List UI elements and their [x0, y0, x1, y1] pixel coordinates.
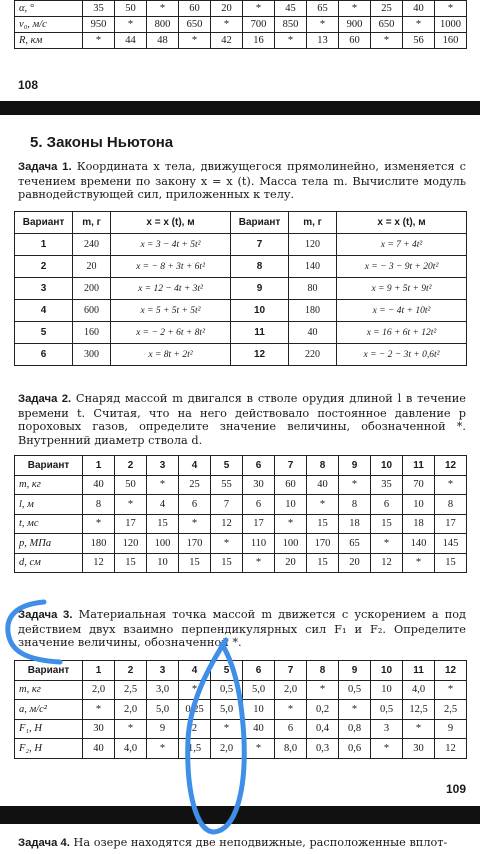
- table-cell: 42: [211, 33, 243, 49]
- table-cell: 18: [403, 514, 435, 534]
- table-cell: 65: [339, 534, 371, 554]
- table-cell: 45: [275, 1, 307, 17]
- table-cell: 35: [371, 475, 403, 495]
- table-header-row: [15, 212, 467, 234]
- row-label: F₂, Н: [15, 739, 83, 759]
- table-row: [15, 700, 467, 720]
- column-header: Вариант: [15, 456, 83, 476]
- variant-number: 4: [179, 456, 211, 476]
- table-row: [15, 344, 467, 366]
- table-cell: 700: [243, 17, 275, 33]
- table-cell: 8,0: [275, 739, 307, 759]
- table-cell: 12: [371, 553, 403, 573]
- table-cell: 100: [147, 534, 179, 554]
- table-cell: 1000: [435, 17, 467, 33]
- table-cell: 800: [147, 17, 179, 33]
- page-divider-bottom: [0, 806, 480, 824]
- table-cell: 240: [73, 234, 111, 256]
- row-label: R, км: [15, 33, 83, 49]
- table-cell: *: [403, 719, 435, 739]
- table-cell: 1: [15, 234, 73, 256]
- table-cell: x = 7 + 4t²: [337, 234, 467, 256]
- table-cell: 40: [83, 475, 115, 495]
- table-cell: x = 12 − 4t + 3t²: [111, 278, 231, 300]
- column-header: x = x (t), м: [337, 212, 467, 234]
- table-cell: 2: [179, 719, 211, 739]
- table-cell: *: [211, 17, 243, 33]
- task-3-body: Материальная точка массой m движется с ускорением a под действием двух взаимно перпендикулярных сил F₁ и F₂. Определите значение величины, обозначенной *.: [18, 608, 466, 649]
- table-cell: 9: [231, 278, 289, 300]
- variant-number: 11: [403, 661, 435, 681]
- table-cell: 40: [307, 475, 339, 495]
- table-cell: 950: [83, 17, 115, 33]
- table-cell: *: [371, 739, 403, 759]
- row-label: a, м/с²: [15, 700, 83, 720]
- table-cell: 0,5: [339, 680, 371, 700]
- table-cell: 40: [83, 739, 115, 759]
- table-cell: x = − 4t + 10t²: [337, 300, 467, 322]
- table-cell: 220: [289, 344, 337, 366]
- task-3-text: [18, 608, 466, 650]
- table-cell: *: [211, 719, 243, 739]
- table-cell: x = 8t + 2t²: [111, 344, 231, 366]
- table-row: [15, 495, 467, 515]
- table-cell: *: [83, 700, 115, 720]
- page-divider-top: [0, 101, 480, 115]
- table-cell: *: [435, 1, 467, 17]
- table-cell: 2,5: [435, 700, 467, 720]
- table-cell: 12,5: [403, 700, 435, 720]
- table-cell: 44: [115, 33, 147, 49]
- table-cell: 120: [115, 534, 147, 554]
- task-2-text: [18, 392, 466, 447]
- row-label: v₀, м/с: [15, 17, 83, 33]
- table-row: [15, 33, 467, 49]
- table-cell: 0,6: [339, 739, 371, 759]
- row-label: l, м: [15, 495, 83, 515]
- table-cell: 2,0: [83, 680, 115, 700]
- table-cell: *: [147, 739, 179, 759]
- table-cell: *: [179, 33, 211, 49]
- table-cell: 3: [371, 719, 403, 739]
- table-cell: 12: [231, 344, 289, 366]
- table-cell: 17: [243, 514, 275, 534]
- table-cell: 650: [371, 17, 403, 33]
- table-cell: *: [275, 514, 307, 534]
- task-1-text: [18, 160, 466, 202]
- table-cell: 3: [15, 278, 73, 300]
- table-cell: 65: [307, 1, 339, 17]
- page-number-109: 109: [446, 782, 467, 796]
- table-cell: 10: [243, 700, 275, 720]
- page-number-108: 108: [18, 78, 39, 92]
- table-cell: 18: [339, 514, 371, 534]
- task-1-table: [14, 211, 467, 366]
- table-cell: 0,25: [179, 700, 211, 720]
- task-3-label: Задача 3.: [18, 609, 73, 621]
- variant-number: 10: [371, 661, 403, 681]
- table-cell: 2,0: [275, 680, 307, 700]
- table-cell: *: [435, 475, 467, 495]
- table-cell: 6: [179, 495, 211, 515]
- table-cell: 56: [403, 33, 435, 49]
- variant-number: 6: [243, 661, 275, 681]
- table-cell: 2,0: [115, 700, 147, 720]
- table-cell: 10: [371, 680, 403, 700]
- table-row: [15, 553, 467, 573]
- table-cell: x = 16 + 6t + 12t²: [337, 322, 467, 344]
- table-row: [15, 300, 467, 322]
- table-cell: *: [179, 680, 211, 700]
- variant-number: 8: [307, 661, 339, 681]
- table-cell: x = 9 + 5t + 9t²: [337, 278, 467, 300]
- table-cell: 8: [83, 495, 115, 515]
- table-cell: 80: [289, 278, 337, 300]
- table-cell: *: [179, 514, 211, 534]
- table-cell: *: [339, 1, 371, 17]
- table-cell: 12: [83, 553, 115, 573]
- table-cell: *: [115, 17, 147, 33]
- table-cell: 6: [275, 719, 307, 739]
- table-cell: *: [83, 33, 115, 49]
- table-cell: 50: [115, 475, 147, 495]
- table-cell: 10: [403, 495, 435, 515]
- table-header-row: [15, 661, 467, 681]
- variant-number: 8: [307, 456, 339, 476]
- table-cell: *: [147, 475, 179, 495]
- table-cell: 40: [403, 1, 435, 17]
- table-cell: 25: [179, 475, 211, 495]
- table-cell: 9: [147, 719, 179, 739]
- task-1-label: Задача 1.: [18, 161, 72, 173]
- table-cell: 20: [339, 553, 371, 573]
- table-row: [15, 1, 467, 17]
- table-row: [15, 719, 467, 739]
- table-row: [15, 322, 467, 344]
- variant-number: 12: [435, 456, 467, 476]
- table-cell: 0,4: [307, 719, 339, 739]
- table-cell: 16: [243, 33, 275, 49]
- table-cell: 17: [115, 514, 147, 534]
- variant-number: 5: [211, 456, 243, 476]
- table-cell: 5,0: [147, 700, 179, 720]
- table-cell: 6: [15, 344, 73, 366]
- table-cell: 35: [83, 1, 115, 17]
- table-cell: 5,0: [211, 700, 243, 720]
- table-cell: 160: [435, 33, 467, 49]
- table-cell: 25: [371, 1, 403, 17]
- table-cell: 15: [371, 514, 403, 534]
- table-cell: 8: [435, 495, 467, 515]
- column-header: Вариант: [15, 212, 73, 234]
- task-1-body: Координата x тела, движущегося прямолинейно, изменяется с течением времени по закону x = x (t). Масса тела m. Вычислите модуль равнодействующей сил, приложенных к телу.: [18, 160, 467, 201]
- table-cell: 30: [403, 739, 435, 759]
- table-cell: 11: [231, 322, 289, 344]
- table-cell: *: [147, 1, 179, 17]
- table-row: [15, 514, 467, 534]
- table-cell: 10: [275, 495, 307, 515]
- table-cell: 20: [211, 1, 243, 17]
- table-cell: 15: [435, 553, 467, 573]
- task-2-body: Снаряд массой m двигался в стволе орудия длиной l в течение времени t. Считая, что на него действовало постоянное давление p пороховых газов, определите значение величины, обозначенной *. Внутренний диаметр ствола d.: [18, 392, 466, 447]
- table-cell: 180: [83, 534, 115, 554]
- table-cell: *: [275, 33, 307, 49]
- table-row: [15, 680, 467, 700]
- table-cell: 200: [73, 278, 111, 300]
- task-4-text: [18, 836, 466, 851]
- table-cell: 5: [15, 322, 73, 344]
- variant-number: 9: [339, 661, 371, 681]
- table-cell: 170: [307, 534, 339, 554]
- table-cell: 40: [289, 322, 337, 344]
- top-table: [14, 0, 467, 49]
- variant-number: 7: [275, 456, 307, 476]
- table-cell: 0,3: [307, 739, 339, 759]
- column-header: m, г: [73, 212, 111, 234]
- table-cell: x = − 2 − 3t + 0,6t²: [337, 344, 467, 366]
- task-2-label: Задача 2.: [18, 393, 72, 405]
- table-cell: 4,0: [403, 680, 435, 700]
- table-cell: 10: [147, 553, 179, 573]
- table-cell: *: [115, 719, 147, 739]
- table-cell: 15: [211, 553, 243, 573]
- table-cell: 30: [243, 475, 275, 495]
- table-cell: *: [211, 534, 243, 554]
- row-label: m, кг: [15, 475, 83, 495]
- variant-number: 1: [83, 456, 115, 476]
- table-row: [15, 17, 467, 33]
- table-cell: 15: [179, 553, 211, 573]
- table-cell: *: [307, 680, 339, 700]
- table-cell: 15: [115, 553, 147, 573]
- table-cell: 2,5: [115, 680, 147, 700]
- table-cell: 4: [15, 300, 73, 322]
- table-cell: 900: [339, 17, 371, 33]
- table-cell: *: [243, 739, 275, 759]
- table-cell: *: [371, 33, 403, 49]
- table-cell: 140: [403, 534, 435, 554]
- table-cell: x = 3 − 4t + 5t²: [111, 234, 231, 256]
- table-cell: 4,0: [115, 739, 147, 759]
- column-header: x = x (t), м: [111, 212, 231, 234]
- table-cell: 3,0: [147, 680, 179, 700]
- table-cell: 5,0: [243, 680, 275, 700]
- table-cell: 850: [275, 17, 307, 33]
- variant-number: 1: [83, 661, 115, 681]
- variant-number: 12: [435, 661, 467, 681]
- table-cell: *: [403, 17, 435, 33]
- task-4-body: На озере находятся две неподвижные, расположенные вплот-: [69, 836, 448, 849]
- table-cell: *: [435, 680, 467, 700]
- table-row: [15, 475, 467, 495]
- table-cell: 20: [73, 256, 111, 278]
- table-row: [15, 534, 467, 554]
- table-cell: *: [307, 17, 339, 33]
- table-cell: 145: [435, 534, 467, 554]
- table-cell: 7: [231, 234, 289, 256]
- table-cell: 180: [289, 300, 337, 322]
- task-2-table: [14, 455, 467, 573]
- variant-number: 7: [275, 661, 307, 681]
- variant-number: 11: [403, 456, 435, 476]
- column-header: Вариант: [231, 212, 289, 234]
- table-cell: 120: [289, 234, 337, 256]
- row-label: α, °: [15, 1, 83, 17]
- table-cell: x = 5 + 5t + 5t²: [111, 300, 231, 322]
- row-label: d, см: [15, 553, 83, 573]
- column-header: m, г: [289, 212, 337, 234]
- table-cell: 12: [435, 739, 467, 759]
- row-label: F₁, Н: [15, 719, 83, 739]
- task-3-table: [14, 660, 467, 759]
- table-cell: 8: [339, 495, 371, 515]
- table-cell: 170: [179, 534, 211, 554]
- variant-number: 5: [211, 661, 243, 681]
- table-cell: 15: [307, 553, 339, 573]
- variant-number: 3: [147, 661, 179, 681]
- variant-number: 2: [115, 661, 147, 681]
- table-cell: 600: [73, 300, 111, 322]
- variant-number: 6: [243, 456, 275, 476]
- table-cell: 0,8: [339, 719, 371, 739]
- table-cell: 50: [115, 1, 147, 17]
- table-cell: 70: [403, 475, 435, 495]
- variant-number: 4: [179, 661, 211, 681]
- table-cell: *: [275, 700, 307, 720]
- variant-number: 2: [115, 456, 147, 476]
- table-cell: *: [339, 700, 371, 720]
- column-header: Вариант: [15, 661, 83, 681]
- table-cell: 0,5: [211, 680, 243, 700]
- table-cell: 6: [243, 495, 275, 515]
- table-cell: 160: [73, 322, 111, 344]
- table-row: [15, 739, 467, 759]
- table-cell: 1,5: [179, 739, 211, 759]
- row-label: p, МПа: [15, 534, 83, 554]
- table-cell: 15: [307, 514, 339, 534]
- table-cell: 650: [179, 17, 211, 33]
- table-cell: 2,0: [211, 739, 243, 759]
- table-cell: x = − 2 + 6t + 8t²: [111, 322, 231, 344]
- table-cell: 60: [179, 1, 211, 17]
- table-cell: 12: [211, 514, 243, 534]
- table-cell: 13: [307, 33, 339, 49]
- table-cell: 300: [73, 344, 111, 366]
- table-cell: 30: [83, 719, 115, 739]
- table-cell: 20: [275, 553, 307, 573]
- table-cell: *: [339, 475, 371, 495]
- table-cell: 60: [275, 475, 307, 495]
- table-cell: 110: [243, 534, 275, 554]
- table-header-row: [15, 456, 467, 476]
- section-title: 5. Законы Ньютона: [30, 134, 174, 151]
- table-cell: *: [115, 495, 147, 515]
- table-cell: x = − 8 + 3t + 6t²: [111, 256, 231, 278]
- table-cell: 7: [211, 495, 243, 515]
- table-cell: 60: [339, 33, 371, 49]
- table-cell: *: [243, 553, 275, 573]
- table-cell: x = − 3 − 9t + 20t²: [337, 256, 467, 278]
- table-cell: 17: [435, 514, 467, 534]
- table-cell: 40: [243, 719, 275, 739]
- table-cell: 55: [211, 475, 243, 495]
- variant-number: 9: [339, 456, 371, 476]
- table-cell: 0,5: [371, 700, 403, 720]
- table-cell: 0,2: [307, 700, 339, 720]
- table-cell: 10: [231, 300, 289, 322]
- table-cell: *: [83, 514, 115, 534]
- table-cell: *: [403, 553, 435, 573]
- table-cell: 4: [147, 495, 179, 515]
- table-row: [15, 256, 467, 278]
- table-cell: 9: [435, 719, 467, 739]
- table-cell: *: [371, 534, 403, 554]
- table-cell: *: [243, 1, 275, 17]
- row-label: m, кг: [15, 680, 83, 700]
- table-cell: 140: [289, 256, 337, 278]
- table-cell: 2: [15, 256, 73, 278]
- table-row: [15, 234, 467, 256]
- task-4-label: Задача 4.: [18, 837, 70, 849]
- variant-number: 10: [371, 456, 403, 476]
- table-cell: *: [307, 495, 339, 515]
- table-cell: 100: [275, 534, 307, 554]
- row-label: t, мс: [15, 514, 83, 534]
- table-cell: 48: [147, 33, 179, 49]
- table-cell: 15: [147, 514, 179, 534]
- table-row: [15, 278, 467, 300]
- table-cell: 8: [231, 256, 289, 278]
- table-cell: 6: [371, 495, 403, 515]
- variant-number: 3: [147, 456, 179, 476]
